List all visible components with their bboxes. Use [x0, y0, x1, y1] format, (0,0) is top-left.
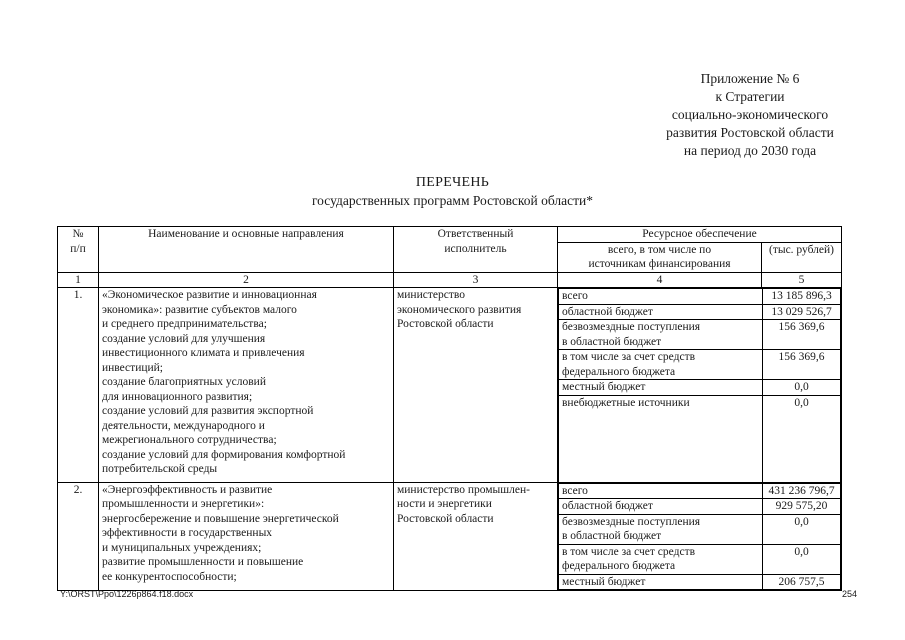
description-line: инвестиционного климата и привлечения [102, 347, 305, 359]
appendix-line: развития Ростовской области [666, 125, 834, 140]
resource-row [559, 574, 841, 590]
header-num-bottom: п/п [70, 242, 86, 255]
description-line: экономика»: развитие субъектов малого [102, 303, 297, 316]
header-sources-line: всего, в том числе по [607, 243, 712, 256]
resource-label-line: внебюджетные источники [562, 396, 690, 409]
header-executor [394, 227, 558, 273]
resources-table [558, 288, 841, 482]
description-line: промышленности и энергетики»: [102, 498, 265, 510]
resource-row [559, 499, 841, 515]
header-sources-line: источникам финансирования [588, 258, 731, 270]
description-line: эффективности в государственных [102, 527, 273, 539]
row-number: 1. [58, 288, 99, 483]
column-number: 3 [394, 272, 558, 288]
resource-value: 13 185 896,3 [763, 289, 841, 305]
header-num-top: № [72, 228, 84, 240]
header-name: Наименование и основные направления [99, 227, 394, 273]
resource-row [559, 304, 841, 320]
program-description [99, 288, 394, 483]
column-number: 2 [99, 272, 394, 288]
resource-row [559, 483, 841, 499]
resource-label [559, 380, 763, 396]
resource-value: 0,0 [763, 514, 841, 544]
resource-value: 0,0 [763, 544, 841, 574]
column-number: 4 [558, 272, 762, 288]
program-executor [394, 482, 558, 591]
description-line: потребительской среды [102, 463, 218, 475]
resource-row [559, 350, 841, 380]
resource-row [559, 544, 841, 574]
resource-value: 13 029 526,7 [763, 304, 841, 320]
document-title: ПЕРЕЧЕНЬ [415, 175, 490, 190]
resource-value: 929 575,20 [763, 499, 841, 515]
resource-label [559, 514, 763, 544]
resources-table [558, 483, 841, 591]
resource-row [559, 395, 841, 482]
resource-value: 0,0 [763, 395, 841, 482]
resource-label-line: всего [562, 290, 588, 302]
description-line: для инновационного развития; [102, 390, 253, 403]
description-line: «Энергоэффективность и развитие [102, 483, 273, 496]
column-number: 1 [58, 272, 99, 288]
header-units: (тыс. рублей) [762, 242, 842, 272]
program-resources [558, 482, 842, 591]
resource-label [559, 289, 763, 305]
description-line: инвестиций; [102, 361, 164, 374]
description-line: деятельности, международного и [102, 419, 265, 432]
resource-row [559, 380, 841, 396]
resource-label-line: безвозмездные поступления [562, 515, 701, 528]
resource-row [559, 320, 841, 350]
description-line: создание условий для улучшения [102, 332, 266, 345]
resource-label-line: федерального бюджета [562, 365, 676, 378]
description-line: межрегионального сотрудничества; [102, 434, 277, 446]
appendix-line: Приложение № 6 [700, 71, 800, 86]
description-line: создание условий для развития экспортной [102, 405, 314, 417]
resource-label-line: местный бюджет [562, 381, 646, 393]
appendix-line: социально-экономического [671, 107, 829, 122]
appendix-block [620, 70, 880, 160]
description-line: создание условий для формирования комфортной [102, 448, 346, 461]
program-executor [394, 288, 558, 483]
resource-label [559, 499, 763, 515]
resource-label [559, 544, 763, 574]
description-line: и муниципальных учреждениях; [102, 541, 262, 554]
resource-label [559, 350, 763, 380]
resource-label-line: в областной бюджет [562, 530, 662, 542]
header-executor-line: исполнитель [444, 242, 507, 255]
executor-line: министерство [397, 289, 465, 301]
appendix-line: к Стратегии [715, 89, 785, 104]
description-line: развитие промышленности и повышение [102, 556, 304, 568]
header-resources: Ресурсное обеспечение [558, 227, 842, 243]
table-row [58, 288, 842, 483]
resource-label [559, 304, 763, 320]
program-resources [558, 288, 842, 483]
executor-line: Ростовской области [397, 318, 494, 330]
resource-label-line: безвозмездные поступления [562, 321, 701, 333]
resource-label-line: областной бюджет [562, 305, 653, 318]
executor-line: экономического развития [397, 303, 522, 316]
resource-row [559, 514, 841, 544]
column-number: 5 [762, 272, 842, 288]
document-subtitle: государственных программ Ростовской области* [311, 193, 593, 208]
description-line: создание благоприятных условий [102, 376, 266, 388]
resource-value: 156 369,6 [763, 350, 841, 380]
executor-line: министерство промышлен- [397, 483, 530, 496]
footer-file-path: Y:\ORST\Ppo\1226p864.f18.docx [60, 589, 194, 599]
table-row [58, 482, 842, 591]
resource-label-line: в том числе за счет средств [562, 351, 696, 363]
executor-line: ности и энергетики [397, 498, 492, 510]
resource-label [559, 395, 763, 482]
footer-page-number: 254 [842, 589, 858, 599]
programs-table [57, 226, 842, 591]
resource-label [559, 320, 763, 350]
resource-label-line: в том числе за счет средств [562, 545, 696, 558]
resource-label [559, 483, 763, 499]
description-line: «Экономическое развитие и инновационная [102, 289, 317, 301]
header-row [58, 227, 842, 243]
description-line: и среднего предпринимательства; [102, 318, 267, 330]
row-number: 2. [58, 482, 99, 591]
resource-value: 0,0 [763, 380, 841, 396]
description-line: ее конкурентоспособности; [102, 570, 237, 583]
resource-value: 206 757,5 [763, 574, 841, 590]
description-line: энергосбережение и повышение энергетической [102, 512, 339, 525]
executor-line: Ростовской области [397, 512, 494, 525]
resource-label-line: местный бюджет [562, 575, 646, 588]
resource-value: 431 236 796,7 [763, 483, 841, 499]
resource-label-line: в областной бюджет [562, 335, 662, 348]
header-sources [558, 242, 762, 272]
appendix-line: на период до 2030 года [683, 143, 817, 158]
resource-label-line: федерального бюджета [562, 560, 676, 572]
resource-row [559, 289, 841, 305]
resource-value: 156 369,6 [763, 320, 841, 350]
column-numbers-row [58, 272, 842, 288]
resource-label-line: областной бюджет [562, 500, 653, 512]
header-num [58, 227, 99, 273]
resource-label [559, 574, 763, 590]
resource-label-line: всего [562, 484, 588, 497]
program-description [99, 482, 394, 591]
header-executor-line: Ответственный [437, 228, 514, 240]
